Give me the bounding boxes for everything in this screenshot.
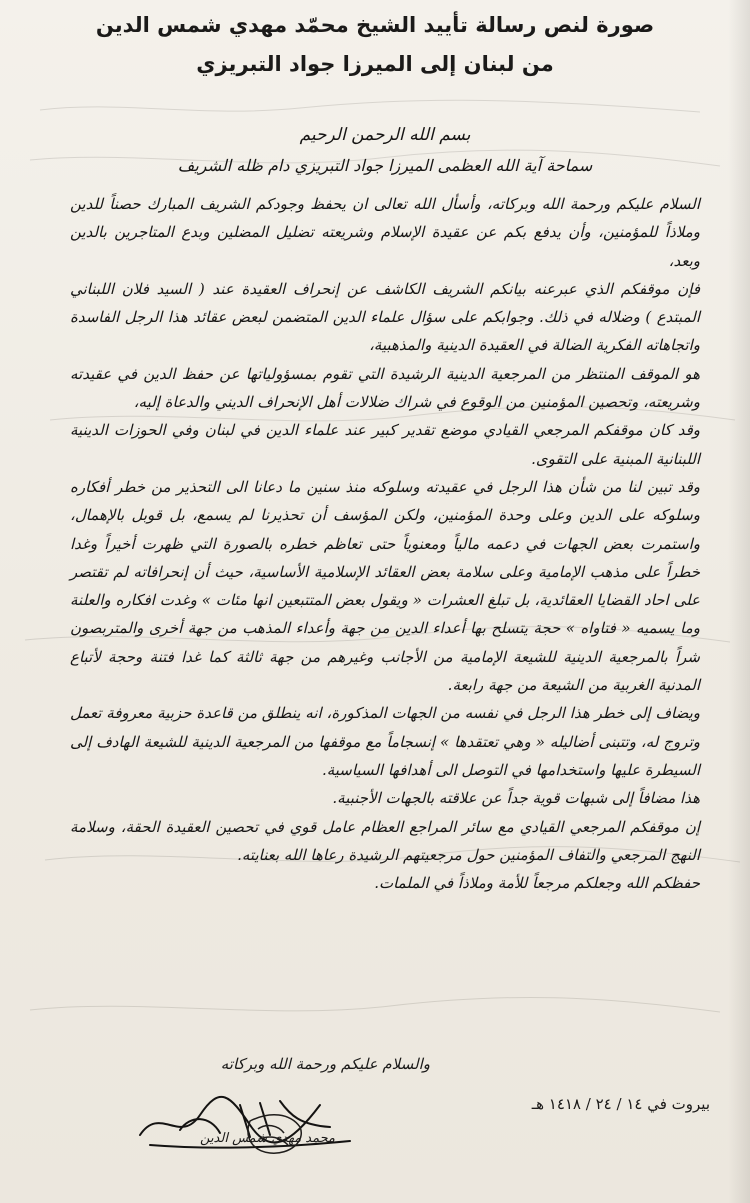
paragraph-9: حفظكم الله وجعلكم مرجعاً للأمة وملاذاً في الملمات. [374, 874, 700, 893]
paragraph-4: وقد كان موقفكم المرجعي القيادي موضع تقدير كبير عند علماء الدين في لبنان وفي الحوزات الدينية اللبنانية المبنية على التقوى. [70, 421, 700, 468]
paragraph-8: إن موقفكم المرجعي القيادي مع سائر المراجع العظام عامل قوي في تحصين العقيدة الحقة، وسلامة النهج المرجعي والتفاف المؤمنين حول مرجعيتهم الرشيدة رعاها الله بعنايته. [70, 817, 700, 864]
salutation: سماحة آية الله العظمى الميرزا جواد التبريزي دام ظله الشريف [177, 156, 593, 175]
header-title: صورة لنص رسالة تأييد الشيخ محمّد مهدي شمس الدين [95, 13, 655, 37]
document-header [10, 6, 740, 84]
signature-block [90, 1045, 730, 1165]
place-and-date: بيروت في ١٤ / ٢٤ / ١٤١٨ هـ [531, 1095, 710, 1113]
paragraph-3: هو الموقف المنتظر من المرجعية الدينية الرشيدة التي تقوم بمسؤولياتها عن حفظ الدين في عقيدته وشريعته، وتحصين المؤمنين من الوقوع في شراك ضلالات أهل الإنحراف الديني والدعاة إليه، [70, 364, 700, 412]
header-subtitle: من لبنان إلى الميرزا جواد التبريزي [196, 52, 554, 76]
paragraph-1: السلام عليكم ورحمة الله وبركاته، وأسأل الله تعالى ان يحفظ وجودكم الشريف المبارك حصناً للدين وملاذاً للمؤمنين، وأن يدفع بكم عن عقيدة الإسلام وشريعته تضليل المضلين وبدع المتاجرين بالدين وبعد، [70, 195, 700, 270]
paragraph-7: هذا مضافاً إلى شبهات قوية جداً عن علاقته بالجهات الأجنبية. [332, 789, 700, 808]
paragraph-6: ويضاف إلى خطر هذا الرجل في نفسه من الجهات المذكورة، انه ينطلق من قاعدة حزبية معروفة تعمل وتروج له، وتتبنى أضاليله « وهي تعتقدها » إنسجاماً مع موقفها من المرجعية الدينية للشيعة الهادف إلى السيطرة عليها واستخدامها في التوصل الى أهدافها السياسية. [70, 704, 700, 779]
page-binding-shadow [728, 0, 750, 1203]
paragraph-2: فإن موقفكم الذي عبرعنه بيانكم الشريف الكاشف عن إنحراف العقيدة عند ( السيد فلان اللبناني المبتدع ) وضلاله في ذلك. وجوابكم على سؤال علماء الدين المتضمن لبعض عقائد هذا الرجل الفاسدة واتجاهاته الفكرية الضالة في العقيدة الدينية والمذهبية، [70, 279, 700, 355]
closing-greeting: والسلام عليكم ورحمة الله وبركاته [220, 1055, 430, 1073]
letter-body [70, 120, 700, 897]
paragraph-5: وقد تبين لنا من شأن هذا الرجل في عقيدته وسلوكه منذ سنين ما دعانا الى التحذير من خطر أفكاره وسلوكه على الدين وعلى وحدة المؤمنين، ولكن المؤسف أن تحذيرنا لم يسمع، بل قوبل بالإهمال، واستمرت بعض الجهات في دعمه مالياً ومعنوياً حتى تعاظم خطره بالصورة التي ظهرت أخيراً وغدا خطراً على مذهب الإمامية وعلى سلامة بعض العقائد الإسلامية الأساسية، حيث أن إنحرافاته لم تقتصر على احاد القضايا العقائدية، بل تبلغ العشرات « ويقول بعض المتتبعين انها مئات » وغدت افكاره والعلنة وما يسميه « فتاواه » حجة يتسلح بها أعداء الدين من جهة وأعداء المذهب من جهة أخرى والمتربصون شراً بالمرجعية الدينية للشيعة الإمامية من الأجانب وغيرهم من جهة ثالثة كما غدا فتنة وحجة لأتباع المدنية الغربية من الشيعة من جهة رابعة. [70, 477, 700, 695]
basmala: بسم الله الرحمن الرحيم [299, 125, 471, 145]
signatory-name: محمد مهدي شمس الدين [200, 1131, 335, 1146]
